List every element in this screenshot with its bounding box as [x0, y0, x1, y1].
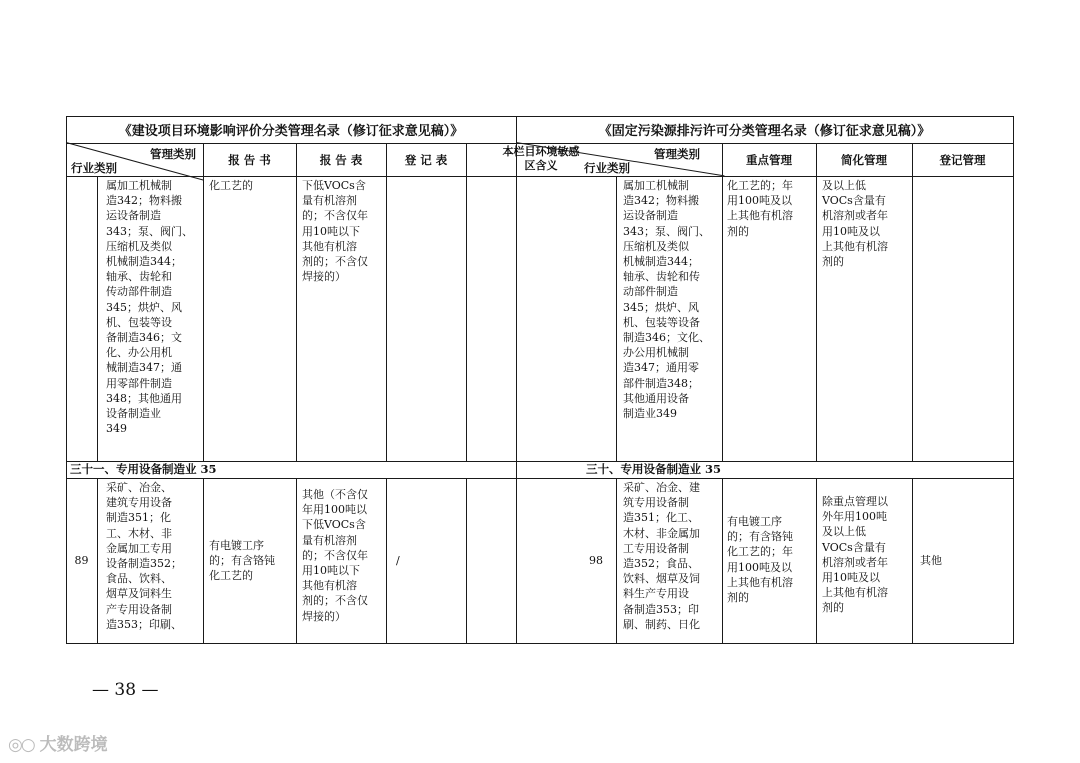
right-row2-register: 其他 [920, 554, 942, 567]
left-row2-number: 89 [74, 554, 89, 567]
col-line [97, 176, 98, 461]
left-row1-industry: 属加工机械制 造342；物料搬 运设备制造 343；泵、阀门、 压缩机及类似 机械制造344； 轴承、齿轮和 传动部件制造 345；烘炉、风 机、包装等设 备制造346；文 化、办公用机 械制造347；通 用零部件制造 348；其他通用 设备制造业 349 [106, 179, 193, 436]
col-line [912, 478, 913, 643]
classification-table [66, 116, 1014, 643]
table-line-section-bottom [66, 478, 1014, 479]
right-header-management-category: 管理类别 [654, 147, 700, 161]
col-line [97, 478, 98, 643]
col-line [466, 143, 467, 461]
left-table-title: 《建设项目环境影响评价分类管理名录（修订征求意见稿）》 [118, 124, 464, 139]
left-row2-report-form: 其他（不含仅 年用100吨以 下低VOCs含 量有机溶剂 的；不含仅年 用10吨以下 其他有机溶 剂的；不含仅 焊接的） [302, 488, 368, 623]
col-line [386, 143, 387, 461]
right-header-industry-category: 行业类别 [584, 161, 630, 175]
left-row2-industry: 采矿、冶金、 建筑专用设备 制造351；化 工、木材、非 金属加工专用 设备制造352； 食品、饮料、 烟草及饲料生 产专用设备制 造353；印刷、 [106, 481, 182, 631]
col-line [616, 478, 617, 643]
left-row2-report-book: 有电镀工序 的；有含铬钝 化工艺的 [209, 539, 275, 583]
col-line [296, 143, 297, 461]
right-header-simple-management: 简化管理 [841, 153, 887, 167]
col-line [912, 143, 913, 461]
col-line [722, 478, 723, 643]
left-header-industry-category: 行业类别 [71, 161, 117, 175]
table-border-right [1013, 116, 1014, 644]
table-divider-middle [516, 116, 517, 644]
right-header-register-management: 登记管理 [939, 153, 986, 167]
right-row2-industry: 采矿、冶金、建 筑专用设备制 造351；化工、 木材、非金属加 工专用设备制 造352；食品、 饮料、烟草及饲 料生产专用设 备制造353；印 刷、制药、日化 [623, 481, 700, 631]
col-line [466, 478, 467, 643]
col-line [296, 478, 297, 643]
right-row2-simple: 除重点管理以 外年用100吨 及以上低 VOCs含量有 机溶剂或者年 用10吨及以 上其他有机溶 剂的 [822, 495, 888, 615]
left-row1-report-book: 化工艺的 [209, 179, 253, 192]
table-border-bottom [66, 643, 1014, 644]
right-row1-industry: 属加工机械制 造342；物料搬 运设备制造 343；泵、阀门、 压缩机及类似 机械制造344； 轴承、齿轮和传 动部件制造 345；烘炉、风 机、包装等设备 制造346；文化、 办公用机械制 造347；通用零 部件制造348； 其他通用设备 制造业349 [623, 179, 710, 421]
col-line [722, 143, 723, 461]
right-section-title: 三十、专用设备制造业 35 [586, 462, 722, 476]
left-section-title: 三十一、专用设备制造业 35 [70, 462, 217, 476]
watermark-text: 大数跨境 [39, 735, 108, 755]
left-header-report-form: 报 告 表 [319, 153, 363, 167]
table-line-header [66, 176, 1014, 177]
watermark-logo-icon: ◎○ [8, 735, 34, 755]
watermark [8, 730, 108, 755]
col-line [616, 176, 617, 461]
col-line [816, 478, 817, 643]
right-row2-number: 98 [589, 554, 603, 567]
left-header-management-category: 管理类别 [150, 147, 196, 161]
left-header-report-book: 报 告 书 [228, 153, 271, 167]
left-header-sensitive-area: 本栏目环境敏感 区含义 [502, 145, 580, 172]
col-line [203, 143, 204, 461]
left-row1-report-form: 下低VOCs含 量有机溶剂 的；不含仅年 用10吨以下 其他有机溶 剂的；不含仅 焊接的） [302, 179, 368, 284]
col-line [386, 478, 387, 643]
table-border-top [66, 116, 1014, 117]
right-row2-key: 有电镀工序 的；有含铬钝 化工艺的；年 用100吨及以 上其他有机溶 剂的 [727, 515, 793, 605]
table-line-title [66, 143, 1014, 144]
right-row1-key: 化工艺的；年 用100吨及以 上其他有机溶 剂的 [727, 179, 793, 238]
right-table-title: 《固定污染源排污许可分类管理名录（修订征求意见稿）》 [598, 124, 931, 139]
page-number: — 38 — [92, 680, 159, 700]
left-header-register-form: 登 记 表 [404, 153, 448, 167]
left-row2-register: / [396, 554, 400, 567]
right-header-key-management: 重点管理 [746, 153, 792, 167]
right-row1-simple: 及以上低 VOCs含量有 机溶剂或者年 用10吨及以 上其他有机溶 剂的 [822, 179, 888, 269]
col-line [816, 143, 817, 461]
col-line [203, 478, 204, 643]
